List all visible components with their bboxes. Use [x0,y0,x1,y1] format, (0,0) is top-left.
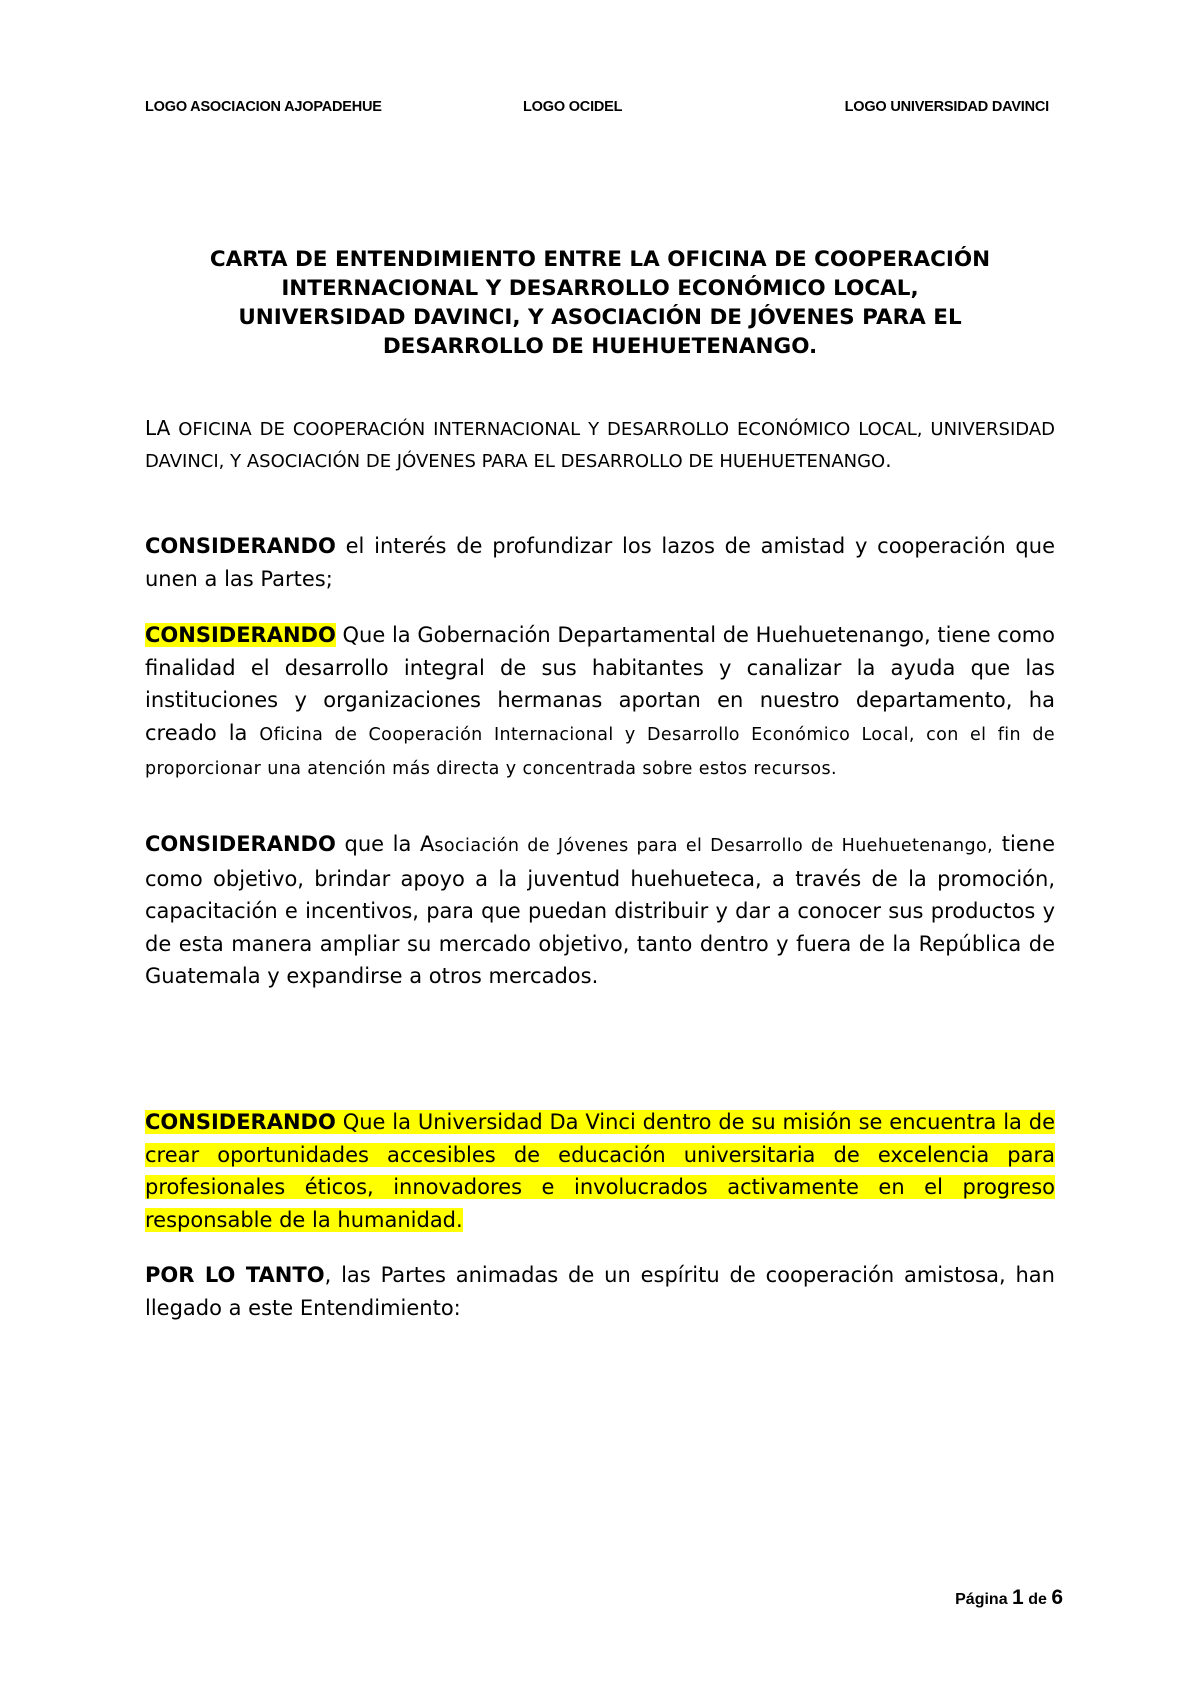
of-word: de [1028,1591,1047,1608]
intro-text: OFICINA DE COOPERACIÓN INTERNACIONAL Y DESARROLLO ECONÓMICO LOCAL, UNIVERSIDAD DAVINCI, Y ASOCIACIÓN DE JÓVENES PARA EL DESARROLLO DE HUEHUETENANGO [145,419,1055,472]
por-lo-tanto-keyword: POR LO TANTO [145,1263,325,1287]
considerando-keyword: CONSIDERANDO [145,832,336,856]
logo-placeholder-davinci: LOGO UNIVERSIDAD DAVINCI [844,99,1049,115]
title-line-3: UNIVERSIDAD DAVINCI, Y ASOCIACIÓN DE JÓVENES PARA EL [238,305,962,330]
logo-header [145,99,1055,123]
considerando-keyword: CONSIDERANDO [145,534,336,558]
considerando-text-b: A [420,832,435,856]
considerando-keyword-highlighted: CONSIDERANDO [145,623,336,647]
logo-placeholder-ocidel: LOGO OCIDEL [523,99,623,115]
title-line-2: INTERNACIONAL Y DESARROLLO ECONÓMICO LOCAL, [281,276,919,301]
page-total: 6 [1051,1586,1063,1609]
considerando-text-small: sociación de Jóvenes para el Desarrollo de Huehuetenango, [434,836,994,856]
considerando-text: Que la Universidad Da Vinci dentro de su misión se encuentra la de crear oportunidades accesibles de educación universitaria de excelencia para profesionales éticos, innovadores e involucrados activamente en el progreso responsable de la humanidad. [145,1110,1055,1232]
considerando-text: Que la Gobernación Departamental de Huehuetenango, tiene como finalidad el desarrollo integral de sus habitantes y canalizar la ayuda que las instituciones y organizaciones hermanas aportan en nuestro departamento, ha creado la [145,623,1055,745]
document-title [145,245,1055,361]
considerando-text-a: que la [335,832,421,856]
considerando-text: tiene como objetivo, brindar apoyo a la juventud huehueteca, a través de la promoción, capacitación e incentivos, para que puedan distribuir y dar a conocer sus productos y de esta manera ampliar su mercado objetivo, tanto dentro y fuera de la República de Guatemala y expandirse a otros mercados. [145,832,1055,988]
highlighted-paragraph [145,1110,1055,1232]
title-line-1: CARTA DE ENTENDIMIENTO ENTRE LA OFICINA DE COOPERACIÓN [209,247,991,272]
considerando-text: el interés de profundizar los lazos de amistad y cooperación que unen a las Partes; [145,534,1055,591]
considerando-paragraph-1 [145,530,1055,595]
page-number-footer [955,1586,1063,1610]
page-word: Página [955,1591,1008,1608]
intro-paragraph [145,413,1055,477]
intro-lead: LA [145,416,171,440]
considerando-paragraph-2 [145,619,1055,786]
logo-placeholder-ajopadehue: LOGO ASOCIACION AJOPADEHUE [145,99,382,115]
considerando-text-small: Oficina de Cooperación Internacional y Desarrollo Económico Local, con el fin de proporcionar una atención más directa y concentrada sobre estos recursos. [145,724,1055,779]
por-lo-tanto-text: , las Partes animadas de un espíritu de cooperación amistosa, han llegado a este Entendimiento: [145,1263,1055,1320]
intro-end: . [885,448,892,472]
title-line-4: DESARROLLO DE HUEHUETENANGO. [382,334,818,359]
por-lo-tanto-paragraph [145,1259,1055,1324]
considerando-paragraph-4 [145,1106,1055,1236]
page-number: 1 [1012,1586,1024,1609]
considerando-keyword: CONSIDERANDO [145,1110,336,1134]
considerando-paragraph-3 [145,828,1055,993]
